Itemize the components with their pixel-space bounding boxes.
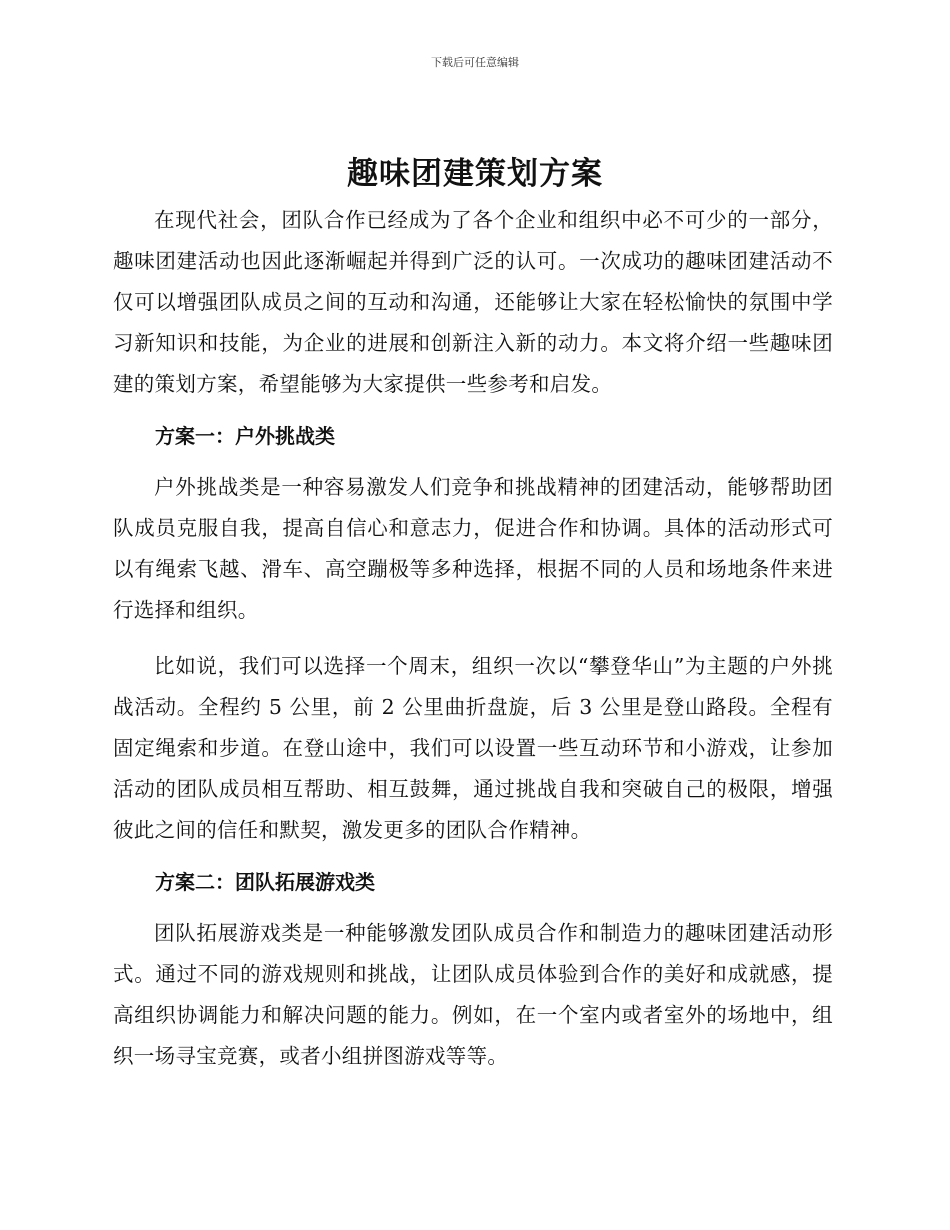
section1-heading: 方案一：户外挑战类 [155, 424, 335, 448]
section1-paragraph-2: 比如说，我们可以选择一个周末，组织一次以“攀登华山”为主题的户外挑战活动。全程约 5 公里，前 2 公里曲折盘旋，后 3 公里是登山路段。全程有固定绳索和步道。在登山途中，我们可以设置一些互动环节和小游戏，让参加活动的团队成员相互帮助、相互鼓舞，通过挑战自我和突破自己的极限，增强彼此之间的信任和默契，激发更多的团队合作精神。 [113, 654, 833, 842]
header-note: 下载后可任意编辑 [431, 56, 519, 69]
section2-heading: 方案二：团队拓展游戏类 [155, 870, 375, 894]
document-title: 趣味团建策划方案 [347, 156, 603, 192]
document-body [113, 200, 833, 1077]
section1-paragraph-1: 户外挑战类是一种容易激发人们竞争和挑战精神的团建活动，能够帮助团队成员克服自我，提高自信心和意志力，促进合作和协调。具体的活动形式可以有绳索飞越、滑车、高空蹦极等多种选择，根据不同的人员和场地条件来进行选择和组织。 [113, 475, 833, 622]
section2-paragraph-1: 团队拓展游戏类是一种能够激发团队成员合作和制造力的趣味团建活动形式。通过不同的游戏规则和挑战，让团队成员体验到合作的美好和成就感，提高组织协调能力和解决问题的能力。例如，在一个室内或者室外的场地中，组织一场寻宝竞赛，或者小组拼图游戏等等。 [113, 921, 833, 1068]
intro-paragraph: 在现代社会，团队合作已经成为了各个企业和组织中必不可少的一部分，趣味团建活动也因此逐渐崛起并得到广泛的认可。一次成功的趣味团建活动不仅可以增强团队成员之间的互动和沟通，还能够让大家在轻松愉快的氛围中学习新知识和技能，为企业的进展和创新注入新的动力。本文将介绍一些趣味团建的策划方案，希望能够为大家提供一些参考和启发。 [113, 208, 833, 396]
